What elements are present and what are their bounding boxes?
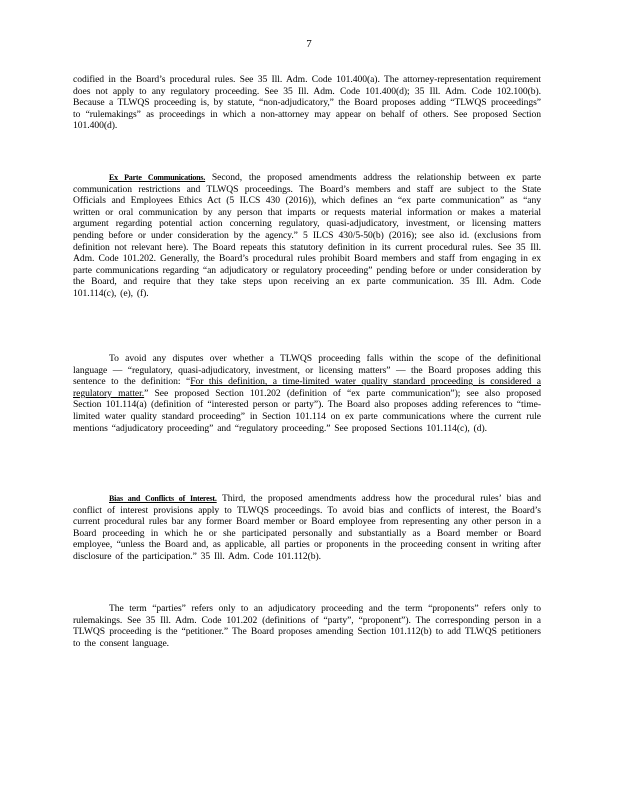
- section-heading-bias: Bias and Conflicts of Interest.: [109, 494, 217, 503]
- paragraph-text: The term “parties” refers only to an adjudicatory proceeding and the term “proponents” refers only to rulemakings. See 35 Ill. Adm. Code 101.202 (definitions of “party”, “proponent”). The corresponding person in a TLWQS proceeding is the “petitioner.” The Board proposes amending Section 101.112(b) to add TLWQS petitioners to the consent language.: [73, 603, 541, 649]
- paragraph-text: codified in the Board’s procedural rules. See 35 Ill. Adm. Code 101.400(a). The attorney-representation requirement does not apply to any regulatory proceeding. See 35 Ill. Adm. Code 101.400(d); 35 Ill. Adm. Code 102.100(b). Because a TLWQS proceeding is, by statute, “non-adjudicatory,” the Board proposes adding “TLWQS proceedings” to “rulemakings” as proceedings in which a non-attorney may appear on behalf of others. See proposed Section 101.400(d).: [73, 74, 541, 132]
- paragraph-text: Third, the proposed amendments address how the procedural rules’ bias and conflict of interest provisions apply to TLWQS proceedings. To avoid bias and conflicts of interest, the Board’s current procedural rules bar any former Board member or Board employee from representing any other person in a Board proceeding in which he or she participated personally and substantially as a Board member or Board employee, “unless the Board and, as applicable, all parties or proponents in the proceeding consent in writing after disclosure of the participation.” 35 Ill. Adm. Code 101.112(b).: [73, 493, 541, 562]
- proposed-definition-sentence: For this definition, a time-limited water quality standard proceeding is considered a regulatory matter.: [73, 376, 541, 399]
- paragraph-definition-amendment: [73, 353, 541, 434]
- paragraph-parties-proponents: [73, 603, 541, 649]
- paragraph-text-before: To avoid any disputes over whether a TLWQS proceeding falls within the scope of the definitional language — “regulatory, quasi-adjudicatory, investment, or licensing matters” — the Board proposes adding this sentence to the definition: “: [73, 353, 541, 388]
- page-number: 7: [306, 38, 312, 50]
- paragraph-text-after: ” See proposed Section 101.202 (definition of “ex parte communication”); see also proposed Section 101.114(a) (definition of “interested person or party”). The Board also proposes adding references to “time-limited water quality standard proceeding” in Section 101.114 on ex parte communications where the current rule mentions “adjudicatory proceeding” and “regulatory proceeding.” See proposed Sections 101.114(c), (d).: [73, 387, 541, 434]
- paragraph-text: Second, the proposed amendments address the relationship between ex parte communication restrictions and TLWQS proceedings. The Board’s members and staff are subject to the State Officials and Employees Ethics Act (5 ILCS 430 (2016)), which defines an “ex parte communication” as “any written or oral communication by any person that imparts or requests material information or makes a material argument regarding potential action concerning regulatory, quasi-adjudicatory, investment, or licensing matters pending before or under consideration by the agency.” 5 ILCS 430/5-50(b) (2016); see also id. (exclusions from definition not relevant here). The Board repeats this statutory definition in its current procedural rules. See 35 Ill. Adm. Code 101.202. Generally, the Board’s procedural rules prohibit Board members and staff from engaging in ex parte communications regarding “an adjudicatory or regulatory proceeding” pending before or under consideration by the Board, and require that they take steps upon receiving an ex parte communication. 35 Ill. Adm. Code 101.114(c), (e), (f).: [73, 172, 541, 299]
- paragraph-bias-conflicts: [73, 493, 541, 563]
- paragraph-ex-parte: [73, 172, 541, 300]
- paragraph-attorney-representation: [73, 74, 541, 132]
- section-heading-ex-parte: Ex Parte Communications.: [109, 173, 206, 182]
